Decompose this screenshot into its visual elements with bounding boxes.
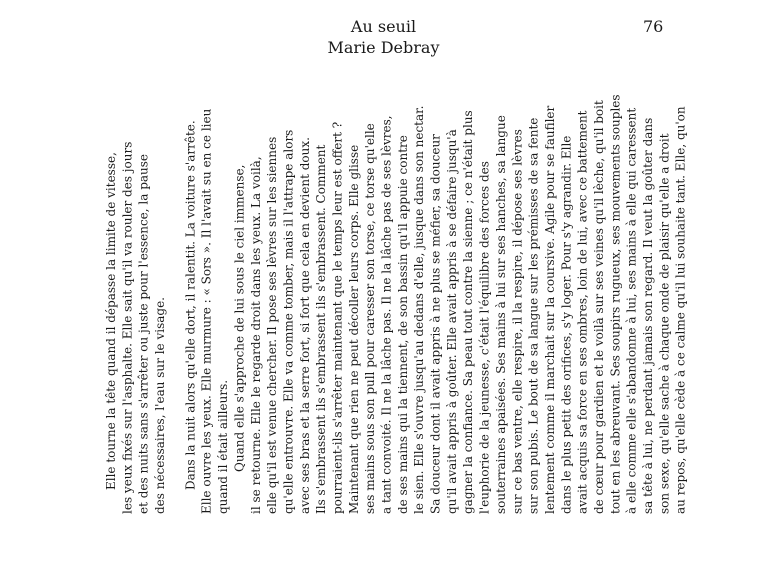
text-line: souterraines apaisées. Ses mains à lui sur ses hanches, sa langue: [493, 115, 508, 514]
text-line: Elle ouvre les yeux. Elle murmure : « Sors ». Il l'avait su en ce lieu: [199, 108, 214, 514]
text-line: à elle comme elle s'abandonne à lui, ses mains à elle qui caressent: [624, 107, 639, 514]
text-line: quand il était ailleurs.: [216, 379, 231, 514]
text-line: le sien. Elle s'ouvre jusqu'au dedans d'elle, jusque dans son nectar.: [412, 105, 427, 514]
page-number: 76: [643, 17, 664, 36]
text-line: les yeux fixés sur l'asphalte. Elle sait qu'il va rouler des jours: [120, 141, 135, 514]
text-line: Elle tourne la tête quand il dépasse la limite de vitesse,: [104, 152, 118, 490]
text-line: de cœur pour gardien et le voilà sur ses veines qu'il lèche, qu'il boit: [591, 100, 606, 514]
text-line: gagner la confiance. Sa peau tout contre la sienne ; ce n'était plus: [461, 110, 476, 514]
text-line: au repos, qu'elle cède à ce calme qu'il lui souhaite tant. Elle, qu'on: [673, 106, 688, 514]
text-line: de ses mains qui la tiennent, de son bassin qu'il appuie contre: [395, 135, 410, 514]
text-line: il se retourne. Elle le regarde droit dans les yeux. La voilà,: [248, 156, 263, 514]
body-text: [103, 94, 688, 514]
text-line: ses mains sous son pull pour caresser son torse, ce torse qu'elle: [363, 123, 378, 514]
text-line: Ils s'embrassent ils s'embrassent ils s'embrassent. Comment: [314, 144, 329, 514]
text-line: son sexe, qu'elle sache à chaque onde de plaisir qu'elle a droit: [657, 133, 672, 514]
text-line: l'euphorie de la jeunesse, c'était l'équilibre des forces des: [477, 161, 492, 514]
text-line: sa tête à lui, ne perdant jamais son regard. Il veut la goûter dans: [641, 117, 655, 514]
text-line: lentement comme il marchait sur la coursive. Agile pour se faufiler: [542, 105, 557, 514]
text-line: elle qu'il est venue chercher. Il pose ses lèvres sur les siennes: [265, 136, 280, 514]
text-line: avec ses bras et la serre fort, si fort que cela en devient doux.: [297, 137, 312, 514]
text-line: a tant convoité. Il ne la lâche pas. Il ne la lâche pas de ses lèvres,: [379, 115, 394, 514]
text-line: avait acquis sa force en ses ombres, loin de lui, avec ce battement: [575, 110, 590, 514]
text-line: Dans la nuit alors qu'elle dort, il ralentit. La voiture s'arrête.: [183, 120, 198, 490]
text-line: Quand elle s'approche de lui sous le ciel immense,: [232, 164, 247, 472]
text-line: Maintenant que rien ne peut décoller leurs corps. Elle glisse: [346, 144, 361, 514]
text-line: qu'elle entrouvre. Elle va comme tomber, mais il l'attrape alors: [281, 129, 296, 514]
paragraph-gap: [168, 130, 182, 514]
text-line: des nécessaires, l'eau sur le visage.: [153, 297, 168, 514]
text-line: qu'il avait appris à goûter. Elle avait appris à se défaire jusqu'à: [444, 129, 459, 514]
page-title: Au seuil: [350, 17, 417, 36]
text-line: tout en les abreuvant. Ses soupirs rugueux, ses mouvements souples: [608, 94, 623, 514]
text-line: pourraient-ils s'arrêter maintenant que le temps leur est offert ?: [330, 121, 345, 514]
text-line: et des nuits sans s'arrêter ou juste pour l'essence, la pause: [136, 153, 151, 514]
text-line: sur son pubis. Le bout de sa langue sur les prémisses de sa fente: [526, 117, 541, 514]
author-name: Marie Debray: [327, 38, 440, 57]
text-line: Sa douceur dont il avait appris à ne plus se méfier, sa douceur: [428, 134, 443, 514]
text-line: sur ce bas ventre, elle respire, il la respire, il dépose ses lèvres: [510, 129, 525, 514]
text-line: dans le plus petit des orifices, s'y loger. Pour s'y agrandir. Elle: [559, 135, 574, 514]
